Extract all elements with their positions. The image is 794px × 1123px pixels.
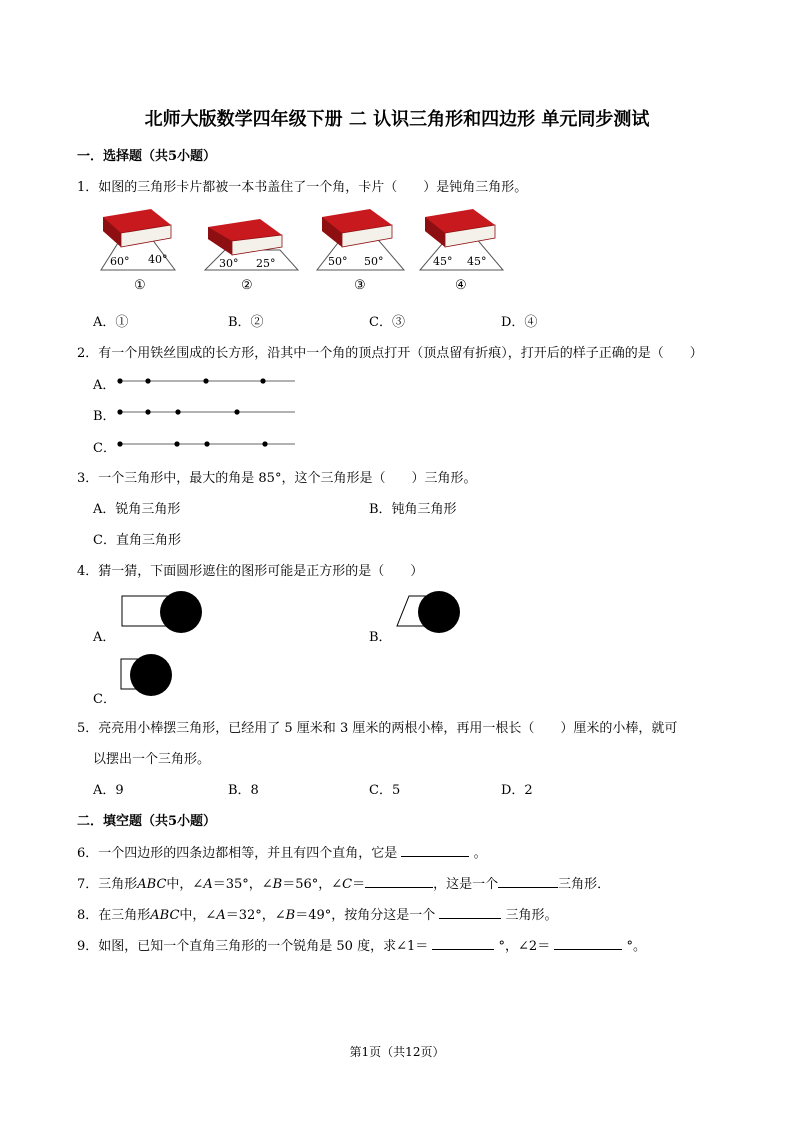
question-7: 7．三角形ABC中，∠A＝35°，∠B＝56°，∠C＝ ，这是一个 三角形． (77, 877, 611, 892)
question-9: 9．如图，已知一个直角三角形的一个锐角是 50 度，求∠1＝ °，∠2＝ °。 (77, 939, 646, 954)
fig2-label: ② (241, 278, 253, 293)
page-footer: 第1页（共12页） (349, 1045, 445, 1059)
section-heading-fill: 二．填空题（共5小题） (77, 814, 217, 829)
q1-option-b[interactable]: B．② (228, 315, 264, 330)
fig3-angle-left: 50° (328, 255, 348, 268)
q2-line-b (115, 407, 297, 417)
q1-option-c[interactable]: C．③ (369, 315, 405, 330)
q1-option-d[interactable]: D．④ (501, 315, 538, 330)
q2-option-b[interactable]: B． (93, 409, 116, 424)
question-5-line2: 以摆出一个三角形。 (93, 752, 211, 767)
q3-option-a[interactable]: A．锐角三角形 (93, 502, 181, 517)
q6-answer-blank[interactable] (401, 844, 469, 857)
q1-figure-2 (200, 205, 300, 300)
q1-figure-1 (93, 205, 183, 300)
q1-figure-4 (415, 205, 510, 300)
section-heading-choice: 一．选择题（共5小题） (77, 149, 217, 164)
question-6: 6．一个四边形的四条边都相等，并且有四个直角，它是 。 (77, 846, 487, 861)
q4-figure-a (120, 588, 205, 638)
fig4-label: ④ (455, 278, 467, 293)
circle-cover-icon (130, 654, 172, 696)
q2-option-a[interactable]: A． (93, 378, 116, 393)
question-4-text: 4．猜一猜，下面圆形遮住的图形可能是正方形的是（ ） (77, 564, 424, 579)
q3-option-b[interactable]: B．钝角三角形 (369, 502, 457, 517)
q7-angle-blank[interactable] (365, 875, 433, 888)
page-title: 北师大版数学四年级下册 二 认识三角形和四边形 单元同步测试 (144, 109, 650, 130)
q7-type-blank[interactable] (498, 875, 558, 888)
question-3-text: 3．一个三角形中，最大的角是 85°，这个三角形是（ ）三角形。 (77, 471, 477, 486)
q5-option-d[interactable]: D．2 (501, 783, 533, 798)
circle-cover-icon (418, 591, 460, 633)
q2-option-c[interactable]: C． (93, 441, 116, 456)
q5-option-a[interactable]: A．9 (93, 783, 124, 798)
fig2-angle-right: 25° (256, 257, 276, 270)
q2-line-c (115, 439, 297, 449)
q5-option-c[interactable]: C．5 (369, 783, 401, 798)
question-1-text: 1．如图的三角形卡片都被一本书盖住了一个角，卡片（ ）是钝角三角形。 (77, 180, 528, 195)
fig4-angle-left: 45° (433, 255, 453, 268)
fig1-angle-right: 40° (148, 253, 168, 266)
q2-line-a (115, 376, 297, 386)
q4-option-a[interactable]: A． (93, 630, 116, 645)
fig3-angle-right: 50° (364, 255, 384, 268)
q3-option-c[interactable]: C．直角三角形 (93, 533, 181, 548)
fig2-angle-left: 30° (219, 257, 239, 270)
fig4-angle-right: 45° (467, 255, 487, 268)
q9-angle1-blank[interactable] (432, 937, 494, 950)
fig1-label: ① (134, 278, 146, 293)
question-2-text: 2．有一个用铁丝围成的长方形，沿其中一个角的顶点打开（顶点留有折痕），打开后的样子正确的是（ ） (77, 346, 703, 361)
q1-option-a[interactable]: A．① (93, 315, 129, 330)
q8-answer-blank[interactable] (439, 906, 501, 919)
q4-option-b[interactable]: B． (369, 630, 392, 645)
question-5-line1: 5．亮亮用小棒摆三角形，已经用了 5 厘米和 3 厘米的两根小棒，再用一根长（ ）厘米的小棒，就可 (77, 721, 678, 736)
q4-figure-c (119, 651, 179, 701)
q5-option-b[interactable]: B．8 (228, 783, 259, 798)
q1-figure-3 (312, 205, 407, 300)
q4-option-c[interactable]: C． (93, 692, 116, 707)
circle-cover-icon (160, 591, 202, 633)
q9-angle2-blank[interactable] (554, 937, 622, 950)
q4-figure-b (395, 588, 465, 638)
fig1-angle-left: 60° (110, 255, 130, 268)
fig3-label: ③ (354, 278, 366, 293)
question-8: 8．在三角形ABC中，∠A＝32°，∠B＝49°，按角分这是一个 三角形。 (77, 908, 558, 923)
